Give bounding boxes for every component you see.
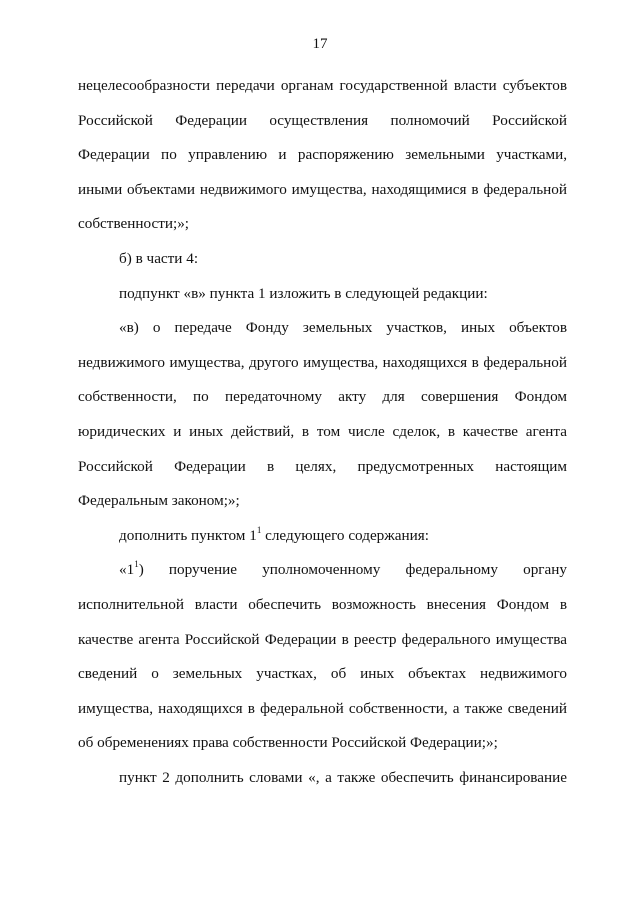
- paragraph-5-superscript: 1: [256, 524, 262, 535]
- paragraph-2: б) в части 4:: [119, 249, 199, 267]
- paragraph-6-text-end: ) поручение уполномоченному федеральному органу исполнительной власти обеспечить возможность внесения Фондом в качестве агента Российской Федерации в реестр федерального имущества сведений о земельных участках, об иных объектах недвижимого имущества, находящихся в федеральной собственности, а также сведений об обременениях права собственности Российской Федерации;»;: [78, 561, 567, 752]
- paragraph-6-superscript: 1: [134, 559, 139, 570]
- paragraph-5-text-end: следующего содержания:: [261, 526, 429, 544]
- paragraph-7: пункт 2 дополнить словами «, а также обеспечить финансирование: [119, 768, 567, 786]
- paragraph-5-text-start: дополнить пунктом 1: [119, 526, 257, 544]
- paragraph-6: [78, 553, 567, 761]
- page-number: 17: [312, 36, 328, 52]
- paragraph-5: [78, 519, 567, 554]
- document-body: [78, 69, 567, 795]
- paragraph-6-text-start: «1: [119, 561, 135, 579]
- paragraph-4: «в) о передаче Фонду земельных участков, иных объектов недвижимого имущества, другого имущества, находящихся в федеральной собственности, по передаточному акту для совершения Фондом юридических и иных действий, в том числе сделок, в качестве агента Российской Федерации в целях, предусмотренных настоящим Федеральным законом;»;: [78, 319, 567, 510]
- paragraph-1: нецелесообразности передачи органам государственной власти субъектов Российской Федерации осуществления полномочий Российской Федерации по управлению и распоряжению земельными участками, иными объектами недвижимого имущества, находящимися в федеральной собственности;»;: [78, 77, 567, 233]
- paragraph-3: подпункт «в» пункта 1 изложить в следующей редакции:: [119, 284, 488, 302]
